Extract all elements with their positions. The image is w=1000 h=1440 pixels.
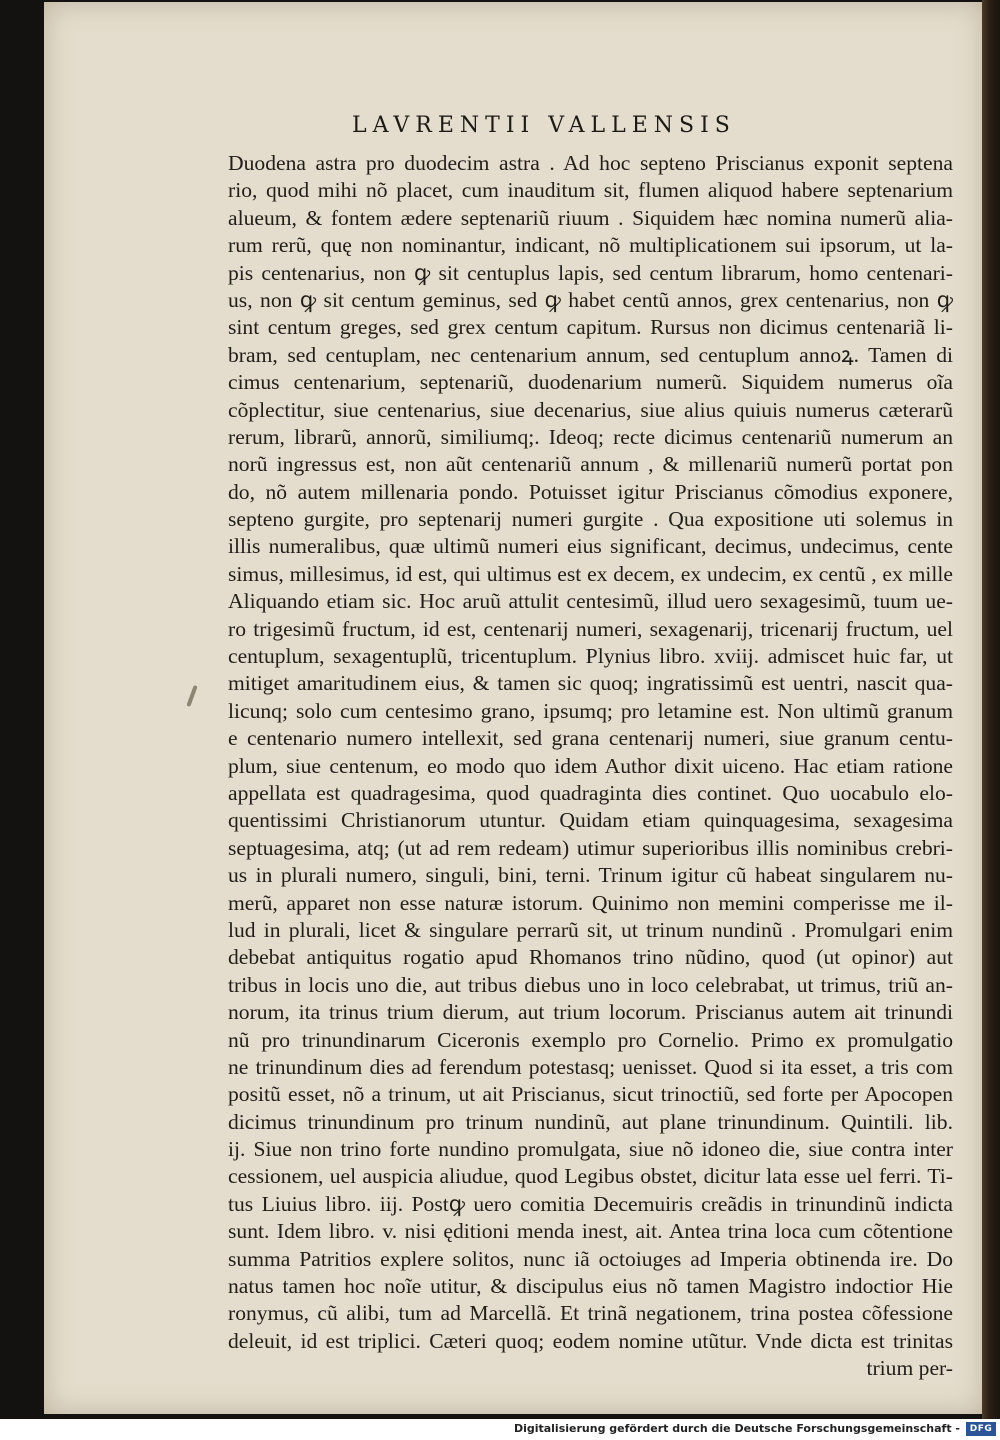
text-line: septeno gurgite, pro septenarij numeri gurgite . Qua expositione uti solemus in	[228, 507, 953, 532]
text-line: alueum, & fontem ædere septenariũ riuum . Siquidem hæc nomina numerũ alia-	[228, 205, 953, 230]
body-text	[228, 150, 953, 1383]
text-line: licunq; solo cum centesimo grano, ipsumq; pro letamine est. Non ultimũ granum	[228, 698, 953, 723]
text-line: natus tamen hoc noĩe utitur, & discipulus eius nõ tamen Magistro indoctior Hie	[228, 1274, 953, 1299]
text-line: Aliquando etiam sic. Hoc aruũ attulit centesimũ, illud uero sexagesimũ, tuum ue-	[228, 589, 953, 614]
text-line: rum rerũ, quę non nominantur, indicant, nõ multiplicationem sui ipsorum, ut la-	[228, 233, 953, 258]
text-line: cessionem, uel auspicia aliudue, quod Legibus obstet, dicitur lata esse uel ferri. Ti-	[228, 1164, 953, 1189]
text-line: ij. Siue non trino forte nundino promulgata, siue nõ idoneo die, siue contra inter	[228, 1137, 953, 1162]
page-edge	[982, 0, 1000, 1419]
text-line: septuagesima, atq; (ut ad rem redeam) utimur superioribus illis nominibus crebri-	[228, 835, 953, 860]
text-line: tribus in locis uno die, aut tribus diebus uno in loco celebrabat, ut trimus, triũ an-	[228, 972, 953, 997]
text-line: cõplectitur, siue centenarius, siue decenarius, siue alius quiuis numerus cæterarũ	[228, 397, 953, 422]
text-line: ne trinundinum dies ad ferendum potestasq; uenisset. Quod si ita esset, a tris com	[228, 1054, 953, 1079]
dfg-logo: DFG	[966, 1422, 996, 1436]
dfg-attribution: Digitalisierung gefördert durch die Deutsche Forschungsgemeinschaft -	[513, 1422, 960, 1435]
text-line: centuplum, sexagentuplũ, tricentuplum. Plynius libro. xviij. admiscet huic far, ut	[228, 644, 953, 669]
text-line: lud in plurali, licet & singulare perrarũ sit, ut trinum nundinũ . Promulgari enim	[228, 917, 953, 942]
text-line: quentissimi Christianorum utuntur. Quidam etiam quinquagesima, sexagesima	[228, 808, 953, 833]
text-line: pis centenarius, non ꝙ sit centuplus lapis, sed centum librarum, homo centenari-	[228, 260, 953, 285]
text-line: sunt. Idem libro. v. nisi ęditioni menda inest, ait. Antea trina loca cum cõtentione	[228, 1219, 953, 1244]
text-line: deleuit, id est triplici. Cæteri quoq; eodem nomine utũtur. Vnde dicta est trinitas	[228, 1328, 953, 1353]
text-line: sint centum greges, sed grex centum capitum. Rursus non dicimus centenariã li-	[228, 315, 953, 340]
text-line: debebat antiquitus rogatio apud Rhomanos trino nũdino, quod (ut opinor) aut	[228, 945, 953, 970]
text-line: mitiget amaritudinem eius, & tamen sic quoq; ingratissimũ est uentri, nascit qua-	[228, 671, 953, 696]
text-line: do, nõ autem millenaria pondo. Potuisset igitur Priscianus cõmodius exponere,	[228, 479, 953, 504]
text-line: tus Liuius libro. iij. Postꝙ uero comitia Decemuiris creãdis in trinundinũ indicta	[228, 1191, 953, 1216]
ink-stain	[186, 685, 197, 707]
text-line: nũ pro trinundinarum Ciceronis exemplo pro Cornelio. Primo ex promulgatio	[228, 1027, 953, 1052]
text-line: cimus centenarium, septenariũ, duodenarium numerũ. Siquidem numerus oĩa	[228, 370, 953, 395]
text-line: e centenario numero intellexit, sed grana centenarij numeri, siue granum centu-	[228, 726, 953, 751]
text-line: bram, sed centuplam, nec centenarium annum, sed centuplum annoꝝ. Tamen di	[228, 342, 953, 367]
text-line: trium per-	[866, 1356, 953, 1381]
text-line: norũ ingressus est, non aũt centenariũ annum , & millenariũ numerũ portat pon	[228, 452, 953, 477]
text-line: plum, siue centenum, eo modo quo idem Author dixit uiceno. Hac etiam ratione	[228, 753, 953, 778]
text-line: appellata est quadragesima, quod quadraginta dies continet. Quo uocabulo elo-	[228, 780, 953, 805]
text-line: rerum, librarũ, annorũ, similiumq;. Ideoq; recte dicimus centenariũ numerum an	[228, 424, 953, 449]
footer-bar	[0, 1419, 1000, 1440]
text-line: illis numeralibus, quæ ultimũ numeri eius significant, decimus, undecimus, cente	[228, 534, 953, 559]
text-line: us, non ꝙ sit centum geminus, sed ꝙ habet centũ annos, grex centenarius, non ꝙ	[228, 287, 953, 312]
text-line: positũ esset, nõ a trinum, ut ait Priscianus, sicut trinoctiũ, sed forte per Apocopen	[228, 1082, 953, 1107]
text-line: ronymus, cũ alibi, tum ad Marcellã. Et trinã negationem, trina postea cõfessione	[228, 1301, 953, 1326]
text-line: merũ, apparet non esse naturæ istorum. Quinimo non memini comperisse me il-	[228, 890, 953, 915]
text-line: norum, ita trinus trium dierum, aut trium locorum. Priscianus autem ait trinundi	[228, 1000, 953, 1025]
text-line: dicimus trinundinum pro trinum nundinũ, aut plane trinundinum. Quintili. lib.	[228, 1109, 953, 1134]
text-line: us in plurali numero, singuli, bini, terni. Trinum igitur cũ habeat singularem nu-	[228, 863, 953, 888]
running-head: LAVRENTII VALLENSIS	[352, 113, 736, 138]
text-line: summa Patritios explere solitos, nunc iã octoiuges ad Imperia obtinenda ire. Do	[228, 1246, 953, 1271]
text-line: Duodena astra pro duodecim astra . Ad hoc septeno Priscianus exponit septena	[228, 151, 953, 175]
text-line: rio, quod mihi nõ placet, cum inauditum sit, flumen aliquod habere septenarium	[228, 178, 953, 203]
text-line: simus, millesimus, id est, qui ultimus est ex decem, ex undecim, ex centũ , ex mille	[228, 561, 953, 586]
text-line: ro trigesimũ fructum, id est, centenarij numeri, sexagenarij, tricenarij fructum, uel	[228, 616, 953, 641]
